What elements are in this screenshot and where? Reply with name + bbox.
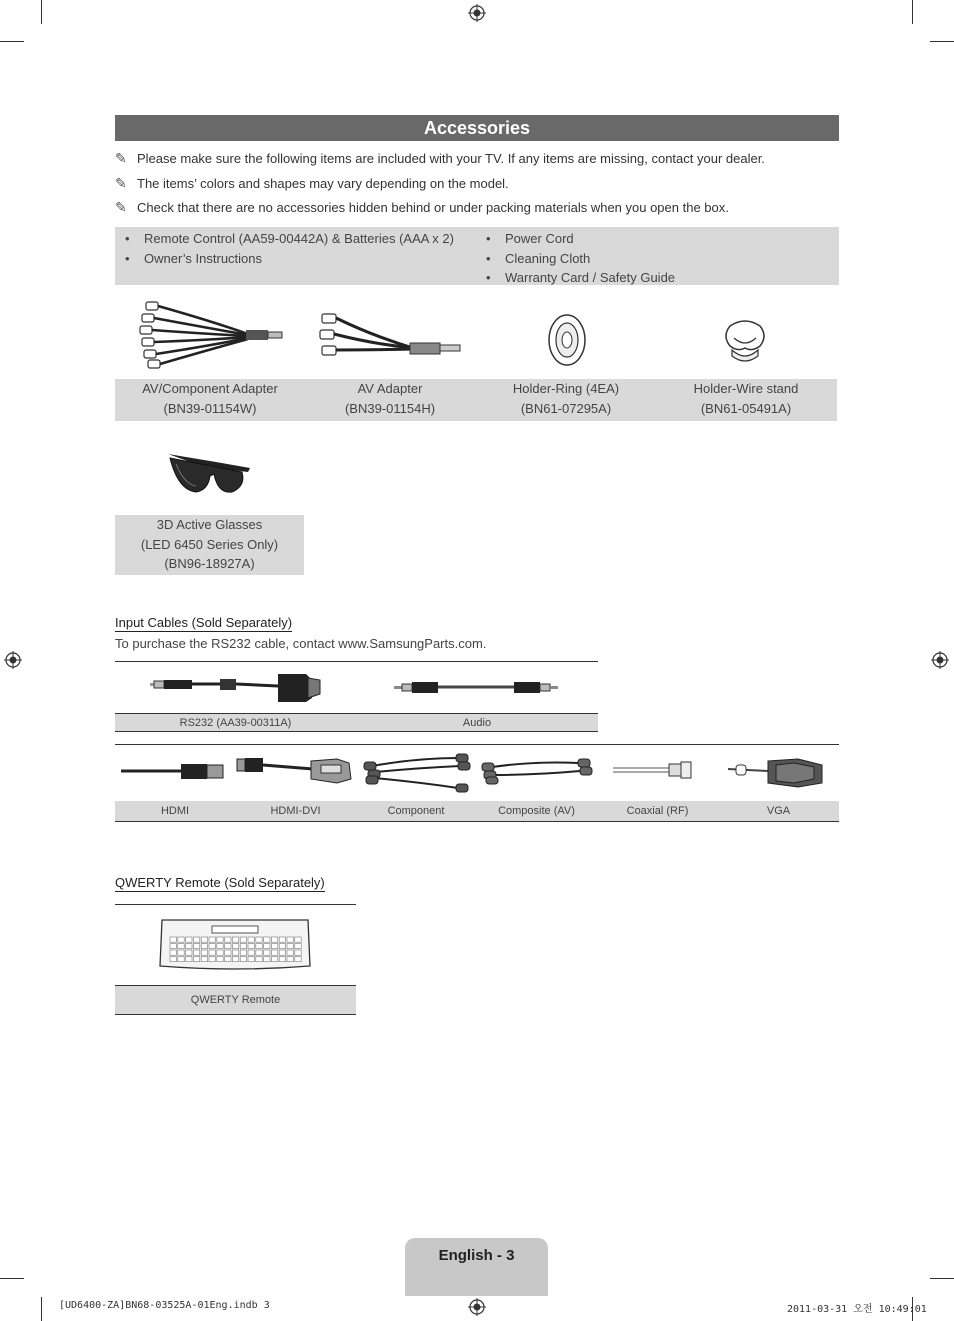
av-component-adapter-icon (138, 300, 284, 370)
keyboard-key (201, 950, 207, 955)
list-item: • Power Cord (476, 229, 675, 249)
keyboard-key (225, 937, 231, 942)
hdmi-cable-icon (121, 760, 225, 782)
included-items-left (115, 229, 454, 268)
note-text: Please make sure the following items are included with your TV. If any items are missing, contact your dealer. (137, 151, 765, 166)
keyboard-key (279, 957, 285, 962)
holder-wire-stand-icon (722, 318, 768, 364)
accessory-label: AV Adapter (BN39-01154H) (344, 381, 436, 416)
list-item: • Remote Control (AA59-00442A) & Batteries (AAA x 2) (115, 229, 454, 249)
keyboard-key (287, 957, 293, 962)
divider (115, 744, 839, 745)
accessory-label-row (115, 379, 837, 421)
section-title: Input Cables (Sold Separately) (115, 615, 293, 630)
accessory-label: 3D Active Glasses (LED 6450 Series Only) (BN96-18927A) (140, 517, 279, 571)
keyboard-key (186, 944, 192, 949)
keyboard-key (295, 950, 301, 955)
keyboard-key (186, 950, 192, 955)
component-cable-icon (362, 752, 472, 792)
crop-mark (912, 0, 913, 24)
keyboard-key (287, 950, 293, 955)
keyboard-key (264, 957, 270, 962)
accessory-label: AV/Component Adapter (BN39-01154W) (142, 381, 278, 416)
keyboard-key (225, 944, 231, 949)
keyboard-key (209, 944, 215, 949)
registration-mark-icon (931, 651, 949, 669)
cable-label: Audio (462, 717, 492, 729)
coaxial-cable-icon (613, 760, 695, 780)
note (115, 199, 729, 216)
audio-cable-icon (394, 680, 562, 694)
keyboard-key (217, 950, 223, 955)
keyboard-key (279, 950, 285, 955)
page-title: Accessories (115, 115, 839, 141)
section-note: To purchase the RS232 cable, contact www.SamsungParts.com. (115, 636, 487, 651)
cable-label: QWERTY Remote (190, 994, 281, 1006)
keyboard-key (193, 944, 199, 949)
keyboard-key (232, 957, 238, 962)
keyboard-key (271, 950, 277, 955)
list-item: • Warranty Card / Safety Guide (476, 268, 675, 288)
keyboard-key (240, 950, 246, 955)
keyboard-key (256, 944, 262, 949)
qwerty-remote-icon (158, 918, 312, 970)
cable-label: VGA (766, 805, 791, 817)
keyboard-key (248, 944, 254, 949)
accessory-label: Holder-Wire stand (BN61-05491A) (693, 381, 799, 416)
keyboard-key (225, 957, 231, 962)
included-items-box (115, 227, 839, 285)
registration-mark-icon (468, 4, 486, 22)
cable-label: Component (387, 805, 445, 817)
keyboard-key (225, 950, 231, 955)
keyboard-key (279, 937, 285, 942)
crop-mark (41, 0, 42, 24)
registration-mark-icon (4, 651, 22, 669)
keyboard-key (209, 937, 215, 942)
3d-glasses-icon (166, 450, 252, 498)
keyboard-key (248, 957, 254, 962)
cable-label-row (115, 713, 598, 732)
cable-label: Coaxial (RF) (626, 805, 689, 817)
keyboard-key (271, 944, 277, 949)
keyboard-key (264, 944, 270, 949)
crop-mark (41, 1297, 42, 1321)
divider (115, 661, 598, 662)
keyboard-key (240, 937, 246, 942)
keyboard-key (295, 944, 301, 949)
keyboard-key (178, 944, 184, 949)
av-adapter-icon (318, 310, 464, 362)
pencil-note-icon: ✎ (115, 150, 127, 166)
keyboard-key (287, 937, 293, 942)
keyboard-key (295, 937, 301, 942)
keyboard-key (178, 937, 184, 942)
keyboard-key (209, 950, 215, 955)
keyboard-key (279, 944, 285, 949)
keyboard-key (232, 944, 238, 949)
cable-label: HDMI (160, 805, 190, 817)
list-item: • Owner’s Instructions (115, 249, 454, 269)
keyboard-key (217, 957, 223, 962)
keyboard-key (264, 950, 270, 955)
cable-label-row (115, 985, 356, 1015)
keyboard-key (256, 957, 262, 962)
section-title: QWERTY Remote (Sold Separately) (115, 875, 325, 890)
keyboard-key (170, 950, 176, 955)
list-item: • Cleaning Cloth (476, 249, 675, 269)
vga-cable-icon (728, 757, 824, 789)
keyboard-key (217, 944, 223, 949)
divider (115, 904, 356, 905)
crop-mark (0, 1278, 24, 1279)
keyboard-key (248, 937, 254, 942)
glasses-label-box (115, 515, 304, 575)
pencil-note-icon: ✎ (115, 199, 127, 215)
keyboard-key (240, 944, 246, 949)
registration-mark-icon (468, 1298, 486, 1316)
cable-label-row (115, 801, 839, 822)
footer-file-name: [UD6400-ZA]BN68-03525A-01Eng.indb 3 (59, 1300, 270, 1311)
keyboard-key (193, 950, 199, 955)
keyboard-key (186, 937, 192, 942)
page-number-tab: English - 3 (405, 1238, 548, 1296)
keyboard-key (271, 957, 277, 962)
cable-label: HDMI-DVI (270, 805, 321, 817)
keyboard-key (240, 957, 246, 962)
crop-mark (0, 41, 24, 42)
keyboard-key (217, 937, 223, 942)
keyboard-key (178, 957, 184, 962)
keyboard-key (256, 950, 262, 955)
composite-cable-icon (480, 755, 594, 785)
keyboard-key (201, 937, 207, 942)
cable-label: Composite (AV) (498, 805, 575, 817)
crop-mark (930, 41, 954, 42)
keyboard-key (232, 937, 238, 942)
keyboard-key (209, 957, 215, 962)
keyboard-key (256, 937, 262, 942)
keyboard-key (193, 937, 199, 942)
keyboard-key (264, 937, 270, 942)
keyboard-key (201, 944, 207, 949)
cable-label: RS232 (AA39-00311A) (179, 717, 292, 729)
accessory-label: Holder-Ring (4EA) (BN61-07295A) (512, 381, 620, 416)
keyboard-key (170, 944, 176, 949)
keyboard-key (287, 944, 293, 949)
keyboard-key (170, 937, 176, 942)
keyboard-key (232, 950, 238, 955)
pencil-note-icon: ✎ (115, 175, 127, 191)
hdmi-dvi-cable-icon (237, 755, 355, 785)
note (115, 150, 765, 167)
keyboard-key (295, 957, 301, 962)
keyboard-key (248, 950, 254, 955)
keyboard-key (178, 950, 184, 955)
rs232-cable-icon (150, 670, 322, 704)
note (115, 175, 509, 192)
holder-ring-icon (547, 313, 587, 367)
keyboard-key (186, 957, 192, 962)
keyboard-key (193, 957, 199, 962)
included-items-right (476, 229, 675, 288)
keyboard-key (170, 957, 176, 962)
keyboard-key (201, 957, 207, 962)
crop-mark (930, 1278, 954, 1279)
keyboard-key (271, 937, 277, 942)
note-text: The items’ colors and shapes may vary depending on the model. (137, 176, 509, 191)
note-text: Check that there are no accessories hidden behind or under packing materials when you open the box. (137, 200, 729, 215)
footer-timestamp: 2011-03-31 오전 10:49:01 (787, 1304, 927, 1315)
